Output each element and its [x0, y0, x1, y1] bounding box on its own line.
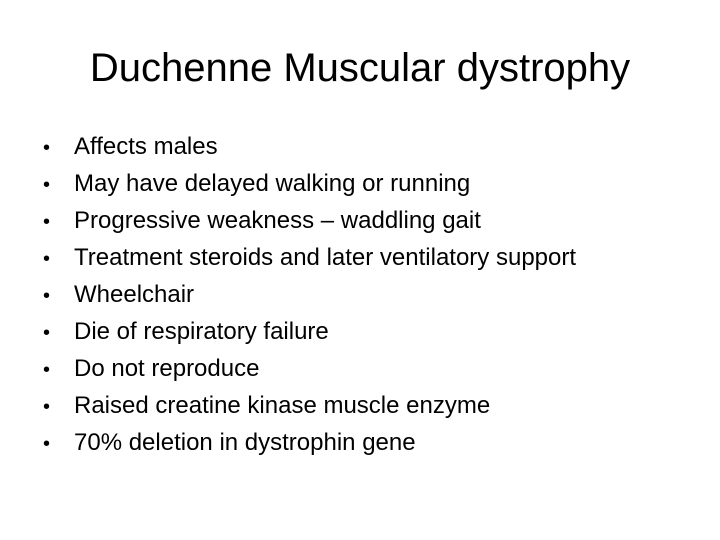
list-item	[43, 424, 576, 461]
bullet-list	[43, 128, 576, 461]
bullet-marker: •	[43, 396, 51, 418]
bullet-text: Die of respiratory failure	[74, 318, 329, 345]
list-item	[43, 387, 576, 424]
list-item	[43, 165, 576, 202]
bullet-marker: •	[43, 433, 51, 455]
bullet-marker: •	[43, 285, 51, 307]
bullet-text: Affects males	[74, 133, 218, 160]
bullet-text: Progressive weakness – waddling gait	[74, 207, 481, 234]
bullet-marker: •	[43, 174, 51, 196]
bullet-text: May have delayed walking or running	[74, 170, 471, 197]
list-item	[43, 239, 576, 276]
list-item	[43, 128, 576, 165]
bullet-marker: •	[43, 211, 51, 233]
list-item	[43, 276, 576, 313]
bullet-text: Wheelchair	[74, 281, 195, 308]
bullet-text: Treatment steroids and later ventilatory support	[74, 244, 577, 271]
slide-title: Duchenne Muscular dystrophy	[89, 46, 631, 90]
bullet-text: Raised creatine kinase muscle enzyme	[74, 392, 491, 419]
bullet-text: Do not reproduce	[74, 355, 260, 382]
bullet-marker: •	[43, 322, 51, 344]
bullet-marker: •	[43, 359, 51, 381]
list-item	[43, 350, 576, 387]
list-item	[43, 313, 576, 350]
bullet-text: 70% deletion in dystrophin gene	[74, 429, 416, 456]
list-item	[43, 202, 576, 239]
bullet-marker: •	[43, 137, 51, 159]
bullet-marker: •	[43, 248, 51, 270]
